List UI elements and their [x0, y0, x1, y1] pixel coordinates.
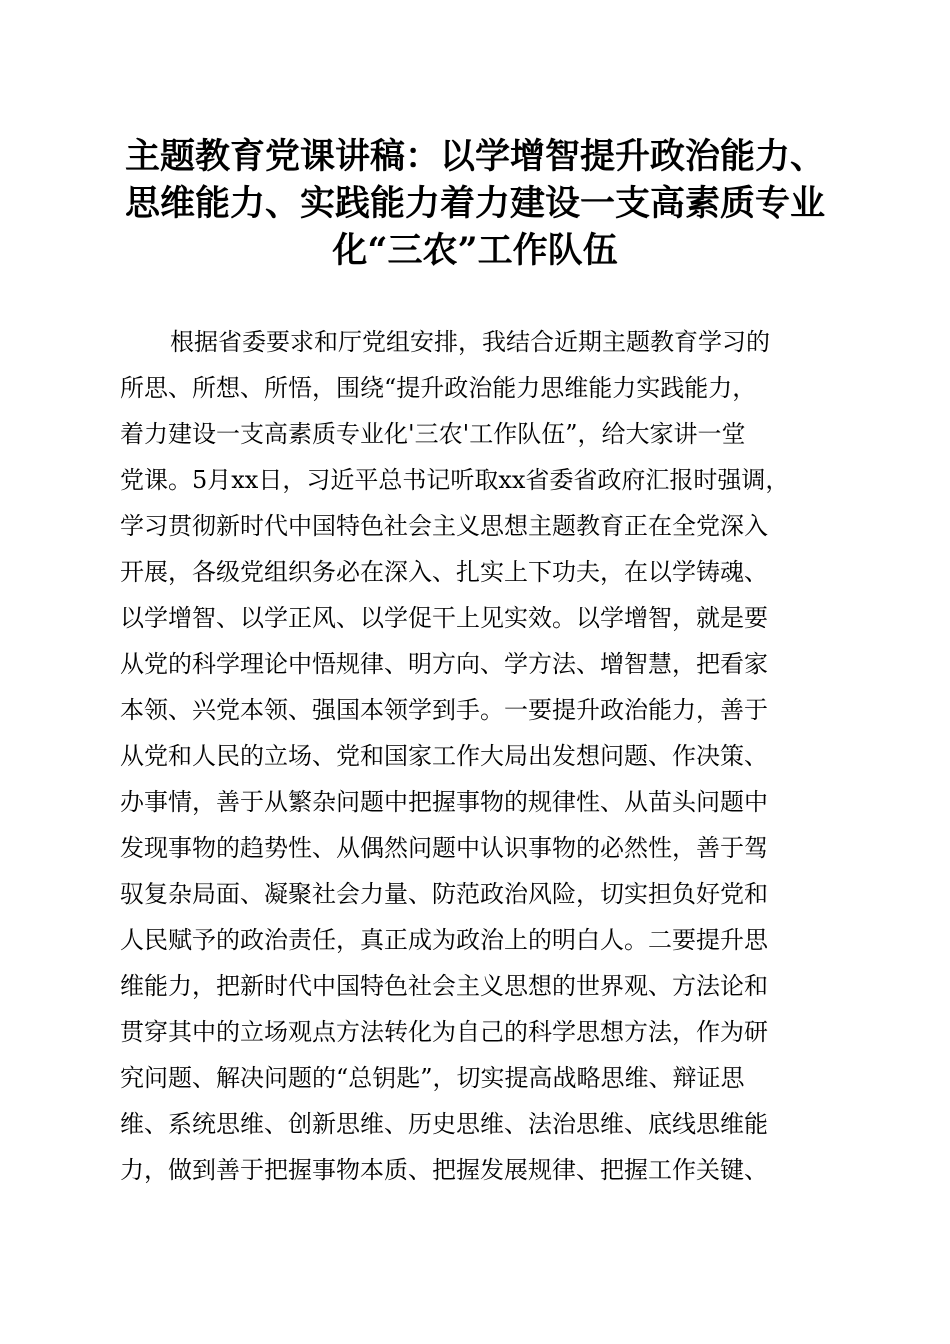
body-line: 党课。5月xx日，习近平总书记听取xx省委省政府汇报时强调， [120, 466, 790, 494]
title-line: 化“三农”工作队伍 [332, 230, 618, 271]
body-line: 本领、兴党本领、强国本领学到手。一要提升政治能力，善于 [120, 696, 768, 724]
body-line: 人民赋予的政治责任，真正成为政治上的明白人。二要提升思 [120, 926, 768, 954]
body-line: 维能力，把新时代中国特色社会主义思想的世界观、方法论和 [120, 972, 768, 1000]
body-line: 维、系统思维、创新思维、历史思维、法治思维、底线思维能 [120, 1110, 768, 1138]
body-line: 以学增智、以学正风、以学促干上见实效。以学增智，就是要 [120, 604, 768, 632]
body-line: 究问题、解决问题的“总钥匙”，切实提高战略思维、辩证思 [120, 1064, 745, 1092]
body-line: 所思、所想、所悟，围绕“提升政治能力思维能力实践能力， [120, 374, 757, 402]
body-line: 力，做到善于把握事物本质、把握发展规律、把握工作关键、 [120, 1156, 768, 1184]
body-line: 办事情，善于从繁杂问题中把握事物的规律性、从苗头问题中 [120, 788, 768, 816]
body-line: 驭复杂局面、凝聚社会力量、防范政治风险，切实担负好党和 [120, 880, 768, 908]
body-line: 学习贯彻新时代中国特色社会主义思想主题教育正在全党深入 [120, 512, 768, 540]
body-line: 开展，各级党组织务必在深入、扎实上下功夫，在以学铸魂、 [120, 558, 768, 586]
body-line: 从党和人民的立场、党和国家工作大局出发想问题、作决策、 [120, 742, 768, 770]
body-line: 从党的科学理论中悟规律、明方向、学方法、增智慧，把看家 [120, 650, 768, 678]
title-line: 思维能力、实践能力着力建设一支高素质专业 [124, 183, 825, 224]
title-line: 主题教育党课讲稿：以学增智提升政治能力、 [124, 136, 825, 177]
body-line: 根据省委要求和厅党组安排，我结合近期主题教育学习的 [170, 328, 770, 356]
body-line: 发现事物的趋势性、从偶然问题中认识事物的必然性，善于驾 [120, 834, 768, 862]
body-line: 贯穿其中的立场观点方法转化为自己的科学思想方法，作为研 [120, 1018, 768, 1046]
document-title [100, 133, 850, 274]
body-line: 着力建设一支高素质专业化'三农'工作队伍”，给大家讲一堂 [120, 420, 746, 448]
